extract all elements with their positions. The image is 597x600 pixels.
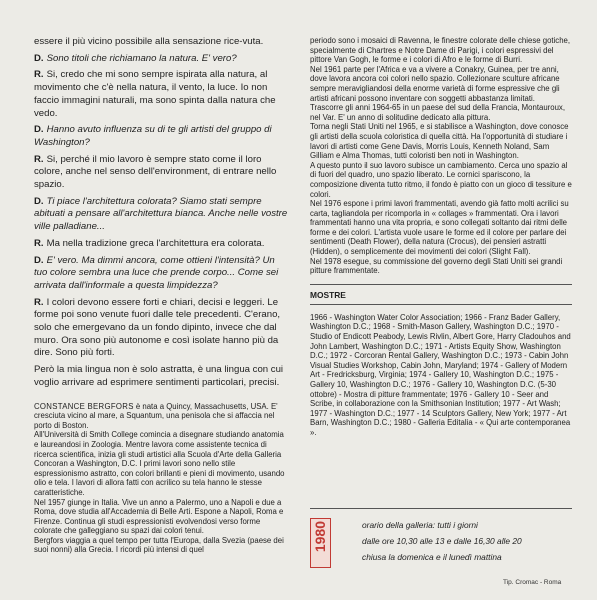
interview-text: Però la mia lingua non è solo astratta, è una lingua con cui voglio arrivare ad esprimere sentimenti particolari, precisi.	[34, 364, 284, 388]
history-paragraph: Nel 1961 parte per l'Africa e va a vivere a Conakry, Guinea, per tre anni, dove lavora ancora coi colori nello spazio. Collezionare sculture africane sempre meravigliandosi della enorme varietà di forme espressive che gli artisti africani possono inventare con soggetti abbastanza limitati.	[310, 64, 560, 103]
hours-line: chiusa la domenica e il lunedì mattina	[362, 552, 502, 562]
interview-answer	[34, 154, 290, 192]
bio-paragraph: Nel 1957 giunge in Italia. Vive un anno a Palermo, uno a Napoli e due a Roma, dove studia all'Accademia di Belle Arti. Espone a Napoli, Roma e Firenze. Continua gli studi espressionisti evolvendosi verso forme colorate che galleggiano su spazi dai colori tenui.	[34, 497, 284, 536]
interview-answer	[34, 364, 290, 389]
artist-name: CONSTANCE BERGFORS	[34, 401, 134, 411]
interview-answer	[34, 69, 290, 120]
speaker-label: D.	[34, 195, 44, 207]
interview-text: Ti piace l'architettura colorata? Siamo stati sempre abituati a pensare all'architettura bianca. Anche nelle vostre ville palladiane...	[34, 195, 288, 233]
speaker-label: R.	[34, 69, 44, 81]
interview-section	[34, 36, 290, 390]
speaker-label: D.	[34, 254, 44, 266]
opening-hours	[362, 517, 572, 565]
interview-answer	[34, 36, 290, 49]
interview-question	[34, 53, 290, 66]
history-paragraph: Nel 1978 esegue, su commissione del governo degli Stati Uniti sei grandi pitture frammentate.	[310, 256, 563, 276]
speaker-label: R.	[34, 237, 44, 249]
interview-question	[34, 255, 290, 293]
history-paragraph: periodo sono i mosaici di Ravenna, le finestre colorate delle chiese gotiche, specialmente di Chartres e Notre Dame di Parigi, i colori espressivi del pittore Van Gogh, le forme e i colori di Afro e le forme di Burri.	[310, 36, 571, 65]
hours-line: orario della galleria: tutti i giorni	[362, 520, 478, 530]
interview-question	[34, 196, 290, 234]
exhibitions-list	[310, 313, 572, 438]
logo-year: 1980	[312, 521, 328, 553]
history-paragraph: A questo punto il suo lavoro subisce un cambiamento. Cerca uno spazio al di fuori del quadro, uno spazio liberato. Le cornici spariscono, la composizione diventa tutto ritmo, il fondo è piatto con un gioco di tessiture e colori.	[310, 160, 572, 199]
exhibitions-heading: MOSTRE	[310, 284, 572, 300]
right-column	[310, 36, 572, 438]
interview-text: Si, credo che mi sono sempre ispirata alla natura, al movimento che c'è nella natura, il vento, la luce. Io non faccio immagini naturali, ma sono spinta dalla natura che vedo.	[34, 69, 276, 119]
interview-answer	[34, 238, 290, 251]
bio-paragraph: CONSTANCE BERGFORS è nata a Quincy, Massachusetts, USA. E' cresciuta vicino al mare, a Squantum, una penisola che si affaccia nel porto di Boston.	[34, 401, 278, 430]
printer-credit: Tip. Cromac - Roma	[503, 579, 562, 586]
bio-paragraph: Bergfors viaggia a quel tempo per tutta l'Europa, dalla Svezia (paese dei suoi nonni) alla Grecia. I ricordi più intensi di quel	[34, 535, 284, 555]
interview-text: Hanno avuto influenza su di te gli artisti del gruppo di Washington?	[34, 124, 272, 148]
speaker-label: D.	[34, 52, 44, 64]
speaker-label: R.	[34, 153, 44, 165]
interview-text: I colori devono essere forti e chiari, decisi e leggeri. Le forme poi sono venute fuori dalle tele precedenti. C'erano, solo che emergevano da un fondo dipinto, invece che dal muro. Ora sono più autonome e così isolate hanno più da dire. Sono più forti.	[34, 296, 281, 359]
interview-answer	[34, 297, 290, 361]
interview-question	[34, 124, 290, 149]
history-section	[310, 36, 572, 276]
bio-paragraph: All'Università di Smith College comincia a disegnare studiando anatomia e laureandosi in Zoologia. Mentre lavora come assistente tecnica di ricerca scientifica, inizia gli studi artistici alla Scuola d'Arte della Galleria Concoran a Washington, D.C. I primi lavori sono nello stile espressionismo astratto, con colori brillanti e pieni di movimento, usando olio e tela. I lavori di allora fatti con acrilico su tela hanno le stesse caratteristiche.	[34, 430, 285, 497]
interview-text: Si, perché il mio lavoro è sempre stato come il loro colore, anche nel senso dell'environment, di entrare nello spazio.	[34, 153, 277, 191]
gallery-logo	[310, 518, 331, 568]
interview-text: E' vero. Ma dimmi ancora, come ottieni l'intensità? Un tuo colore sembra una luce che prende corpo... Come sei arrivata dall'informale a questa limpidezza?	[34, 254, 279, 291]
biography-section	[34, 402, 290, 556]
divider	[310, 304, 572, 305]
hours-line: dalle ore 10,30 alle 13 e dalle 16,30 alle 20	[362, 536, 522, 546]
history-paragraph: Torna negli Stati Uniti nel 1965, e si stabilisce a Washington, dove conosce gli artisti della scuola coloristica di quella città. Ha l'opportunità di studiare i lavori di artisti come Gene Davis, Morris Louis, Kenneth Noland, Sam Gilliam e Alma Thomas, tutti coloristi ben noti in Washington.	[310, 122, 569, 161]
exhibitions-text: 1966 - Washington Water Color Association; 1966 - Franz Bader Gallery, Washington D.C.; 1968 - Smith-Mason Gallery, Washington D.C.; 1970 - Studio of Endicott Peabody, Lewis Rivlin, Albert Gore, Harry Cladouhos and John Lambert, Washington D.C.; 1971 - Artists Equity Show, Washington D.C.; 1972 - Corcoran Rental Gallery, Washington D.C.; 1973 - Cabin John Visual Studies Workshop, Cabin John, Maryland; 1974 - Gallery of Modern Art - Fredricksburg, Virginia; 1974 - Gallery 10, Washington D.C.; 1975 - Gallery 10, Washington D.C.; 1976 - Gallery 10, Washington D.C. (5-30 ottobre) - Mostra di pitture frammentate; 1976 - Gallery 10 - Seer and Scribe, in collaborazione con la Smithsonian Institution; 1977 - Art Wash; 1977 - Washington D.C.; 1977 - 14 Sculptors Gallery, New York; 1977 - Art Barn, Washington D.C.; 1980 - Galleria Editalia - « Qui arte contemporanea ».	[310, 312, 571, 437]
history-paragraph: Trascorre gli anni 1964-65 in un paese del sud della Francia, Montauroux, nel Var. E' un anno di solitudine dedicato alla pittura.	[310, 103, 565, 122]
interview-text: essere il più vicino possibile alla sensazione rice-vuta.	[34, 36, 264, 47]
left-column	[34, 36, 290, 555]
speaker-label: R.	[34, 296, 44, 308]
interview-text: Sono titoli che richiamano la natura. E' vero?	[46, 52, 237, 64]
history-paragraph: Nel 1976 espone i primi lavori frammentati, avendo già fatto molti acrilici su carta, tagliandola per ricomporla in « collages » frammentati. Ora i lavori frammentati hanno una vita propria, e sono collegati soltanto dai ritmi delle forme e dei colori. L'artista vuole usare le forme ed il colore per parlare dei sentimenti (Death Flower), della natura (Crocus), dei pensieri astratti (Hidden), o semplicemente dei movimenti dei colori (Slight Fall).	[310, 199, 569, 257]
speaker-label: D.	[34, 124, 44, 136]
gallery-footer	[310, 508, 572, 565]
interview-text: Ma nella tradizione greca l'architettura era colorata.	[46, 237, 265, 249]
